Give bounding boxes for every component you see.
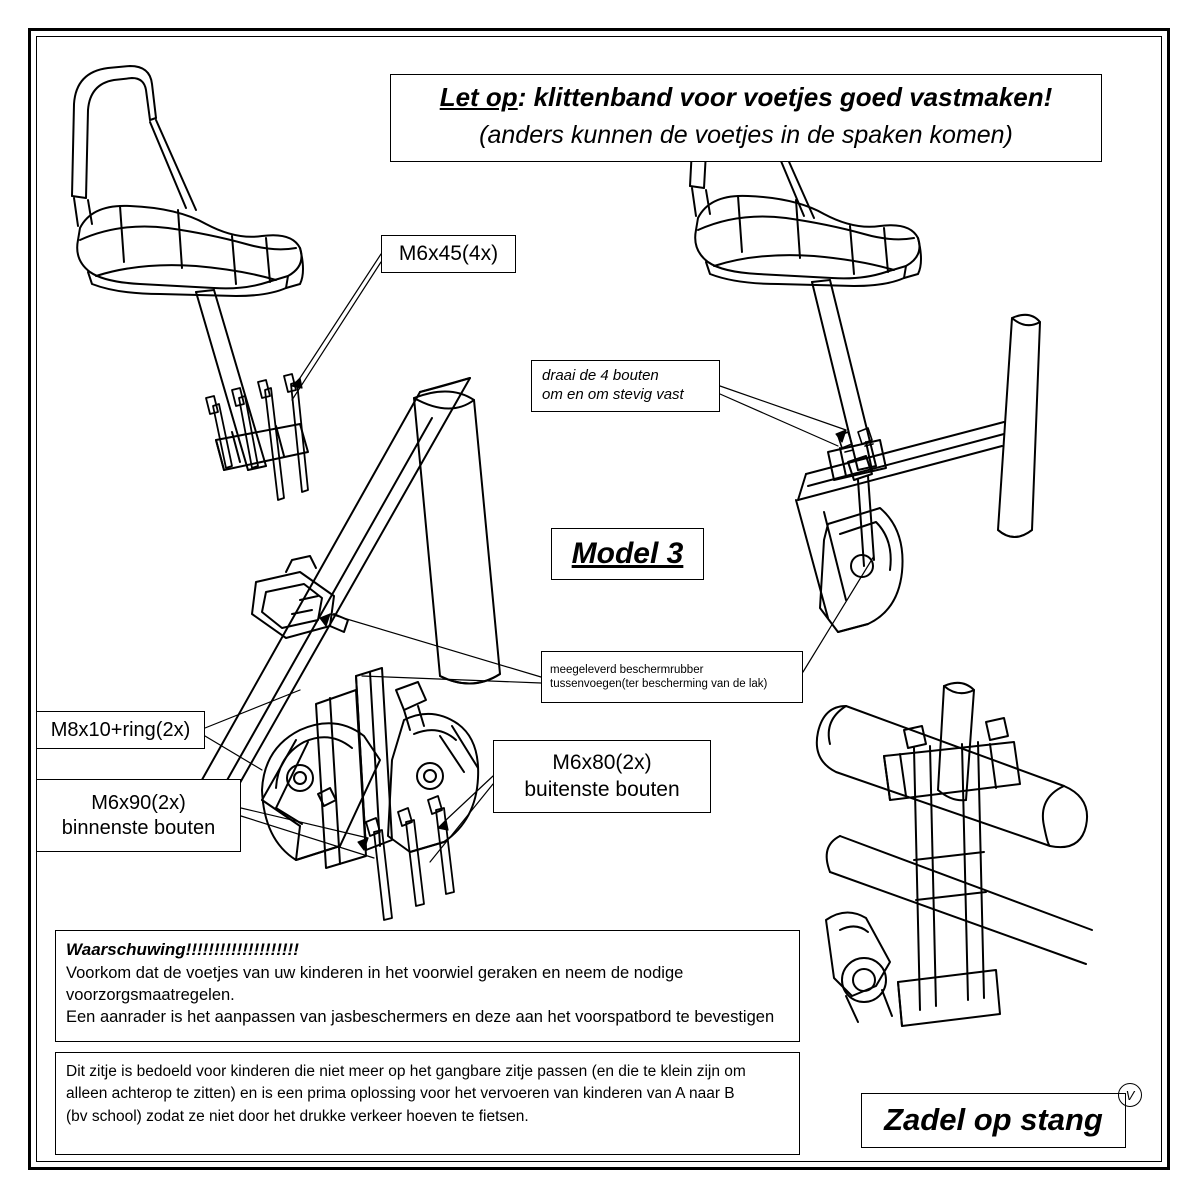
callout-m6x90-line2: binnenste bouten <box>61 816 216 839</box>
header-line-1-emphasis: Let op <box>439 82 518 112</box>
warning-line-2: voorzorgsmaatregelen. <box>66 986 235 1005</box>
callout-m6x45 <box>381 235 516 273</box>
callout-rubber-line1: meegeleverd beschermrubber <box>550 663 704 676</box>
callout-m6x90-line1: M6x90(2x) <box>91 791 186 814</box>
warning-line-3: Een aanrader is het aanpassen van jasbeschermers en deze aan het voorspatbord te bevestigen <box>66 1007 775 1026</box>
model-label-box <box>551 528 704 580</box>
callout-m6x80 <box>493 740 711 813</box>
warning-box <box>55 930 800 1042</box>
revision-mark-label: V <box>1125 1087 1135 1103</box>
title-block-label: Zadel op stang <box>884 1102 1103 1138</box>
note-line-1: Dit zitje is bedoeld voor kinderen die niet meer op het gangbare zitje passen (en die te klein zijn om <box>66 1063 746 1080</box>
header-line-1 <box>401 81 1091 114</box>
callout-m8x10-label: M8x10+ring(2x) <box>50 718 191 741</box>
callout-draai-line1: draai de 4 bouten <box>542 367 659 385</box>
model-label: Model 3 <box>571 537 684 571</box>
callout-draai-line2: om en om stevig vast <box>542 386 684 403</box>
header-line-1-rest: : klittenband voor voetjes goed vastmaken! <box>517 82 1053 112</box>
note-line-3: (bv school) zodat ze niet door het drukke verkeer hoeven te fietsen. <box>66 1107 529 1125</box>
warning-line-1: Voorkom dat de voetjes van uw kinderen in het voorwiel geraken en neem de nodige <box>66 964 684 983</box>
callout-draai-bouten <box>531 360 720 412</box>
callout-beschermrubber <box>541 651 803 703</box>
warning-title: Waarschuwing!!!!!!!!!!!!!!!!!!!! <box>66 940 299 959</box>
callout-m6x80-line1: M6x80(2x) <box>552 751 652 775</box>
callout-m6x45-label: M6x45(4x) <box>398 241 499 265</box>
note-box <box>55 1052 800 1155</box>
callout-m8x10 <box>36 711 205 749</box>
header-warning-box <box>390 74 1102 162</box>
callout-m6x80-line2: buitenste bouten <box>524 777 680 801</box>
callout-m6x90 <box>36 779 241 852</box>
callout-rubber-line2: tussenvoegen(ter bescherming van de lak) <box>550 678 768 690</box>
revision-mark-icon <box>1118 1083 1142 1107</box>
title-block <box>861 1093 1126 1148</box>
note-line-2: alleen achterop te zitten) en is een prima oplossing voor het vervoeren van kinderen van A naar B <box>66 1085 735 1103</box>
header-line-2: (anders kunnen de voetjes in de spaken komen) <box>479 120 1013 149</box>
